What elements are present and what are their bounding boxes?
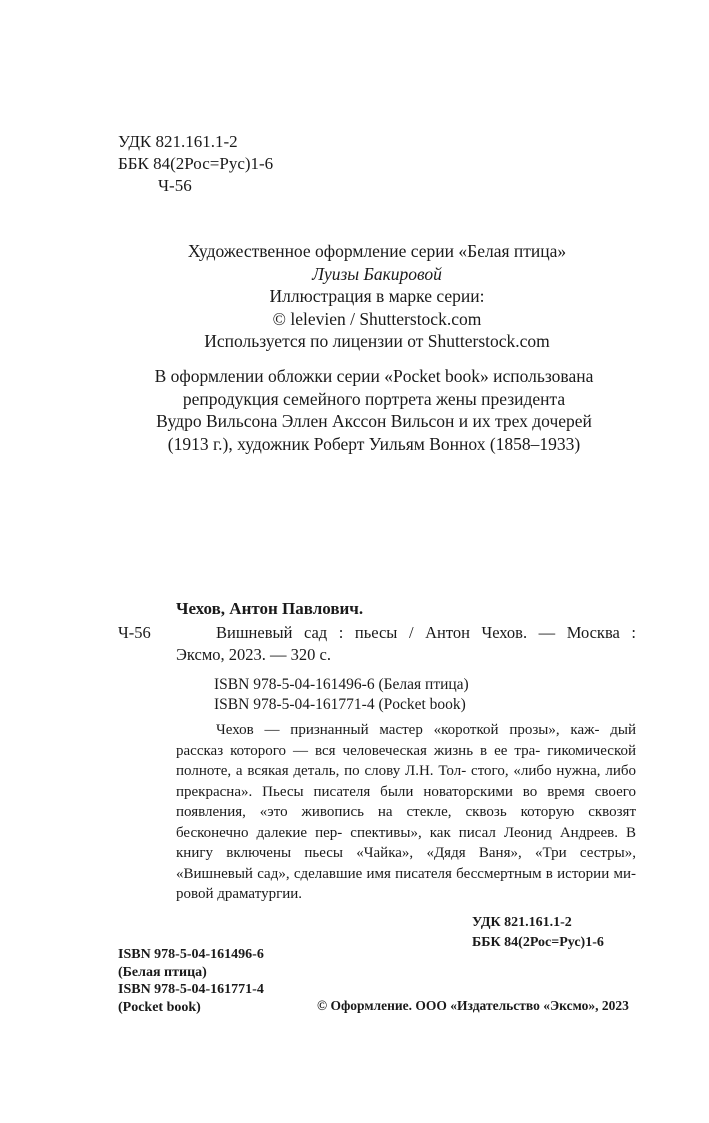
annotation-line: спективы», как писал Леонид Андреев. В книгу включены [176, 824, 637, 861]
cover-credit-line-2: репродукция семейного портрета жены президента [182, 388, 566, 409]
illustration-copyright: © lelevien / Shutterstock.com [272, 308, 482, 329]
classification-codes-bottom [472, 913, 604, 953]
design-credits [118, 240, 636, 353]
design-credit-line: Художественное оформление серии «Белая птица» [187, 241, 567, 261]
annotation-line: стого, «либо нужна, либо прекрасна». Пьесы писателя были [176, 763, 636, 800]
illustration-credit-line: Иллюстрация в марке серии: [269, 286, 485, 306]
annotation [176, 720, 636, 905]
cover-credits [112, 365, 636, 455]
isbn-bottom-2-series: (Pocket book) [118, 999, 201, 1015]
title-line-2: Эксмо, 2023. — 320 с. [176, 645, 331, 664]
license-line: Используется по лицензии от Shutterstock.com [204, 331, 550, 351]
annotation-line: на стекле, сквозь которую сквозят бесконечно далекие пер- [176, 804, 637, 841]
isbn-bottom-1: ISBN 978-5-04-161496-6 [118, 947, 264, 962]
annotation-text [176, 720, 636, 905]
bbk-code-bottom: ББК 84(2Рос=Рус)1-6 [472, 935, 604, 950]
isbn-white-bird: ISBN 978-5-04-161496-6 (Белая птица) [214, 676, 469, 693]
isbn-list [214, 675, 469, 715]
annotation-line: ровой драматургии. [176, 886, 303, 902]
annotation-line: дый рассказ которого — вся человеческая жизнь в ее тра- [176, 722, 637, 759]
annotation-line: новаторскими во время своего появления, «это живопись [176, 783, 637, 820]
author-mark: Ч-56 [158, 176, 192, 195]
author-heading: Чехов, Антон Павлович. [176, 599, 364, 618]
cover-credit-line-1: В оформлении обложки серии «Pocket book» использована [154, 366, 594, 386]
isbn-block-bottom [118, 946, 264, 1016]
isbn-bottom-1-series: (Белая птица) [118, 964, 207, 980]
copyright-notice: © Оформление. ООО «Издательство «Эксмо», 2023 [317, 998, 629, 1013]
annotation-line: Чехов — признанный мастер «короткой прозы», каж- [216, 722, 600, 738]
title-line-1: Вишневый сад : пьесы / Антон Чехов. — Москва : [216, 623, 636, 642]
bbk-code: ББК 84(2Рос=Рус)1-6 [118, 154, 274, 173]
annotation-line: сад», сделавшие имя писателя бессмертным в истории ми- [257, 865, 636, 882]
isbn-pocket-book: ISBN 978-5-04-161771-4 (Pocket book) [214, 696, 466, 713]
author-mark-left: Ч-56 [118, 623, 151, 642]
cover-credit-line-3: Вудро Вильсона Эллен Акссон Вильсон и их трех дочерей [156, 411, 592, 431]
cover-credit-line-4: (1913 г.), художник Роберт Уильям Воннох (1858–1933) [167, 433, 581, 454]
isbn-bottom-2: ISBN 978-5-04-161771-4 [118, 982, 264, 997]
udk-code: УДК 821.161.1-2 [118, 132, 238, 151]
classification-codes [118, 131, 273, 197]
annotation-line: гикомической полноте, а всякая деталь, по слову Л.Н. Тол- [176, 742, 636, 779]
bibliographic-record [176, 622, 636, 666]
annotation-line: пьесы «Чайка», «Дядя Ваня», «Три сестры», «Вишневый [176, 845, 636, 882]
designer-name: Луизы Бакировой [312, 263, 442, 284]
udk-code-bottom: УДК 821.161.1-2 [472, 915, 572, 930]
